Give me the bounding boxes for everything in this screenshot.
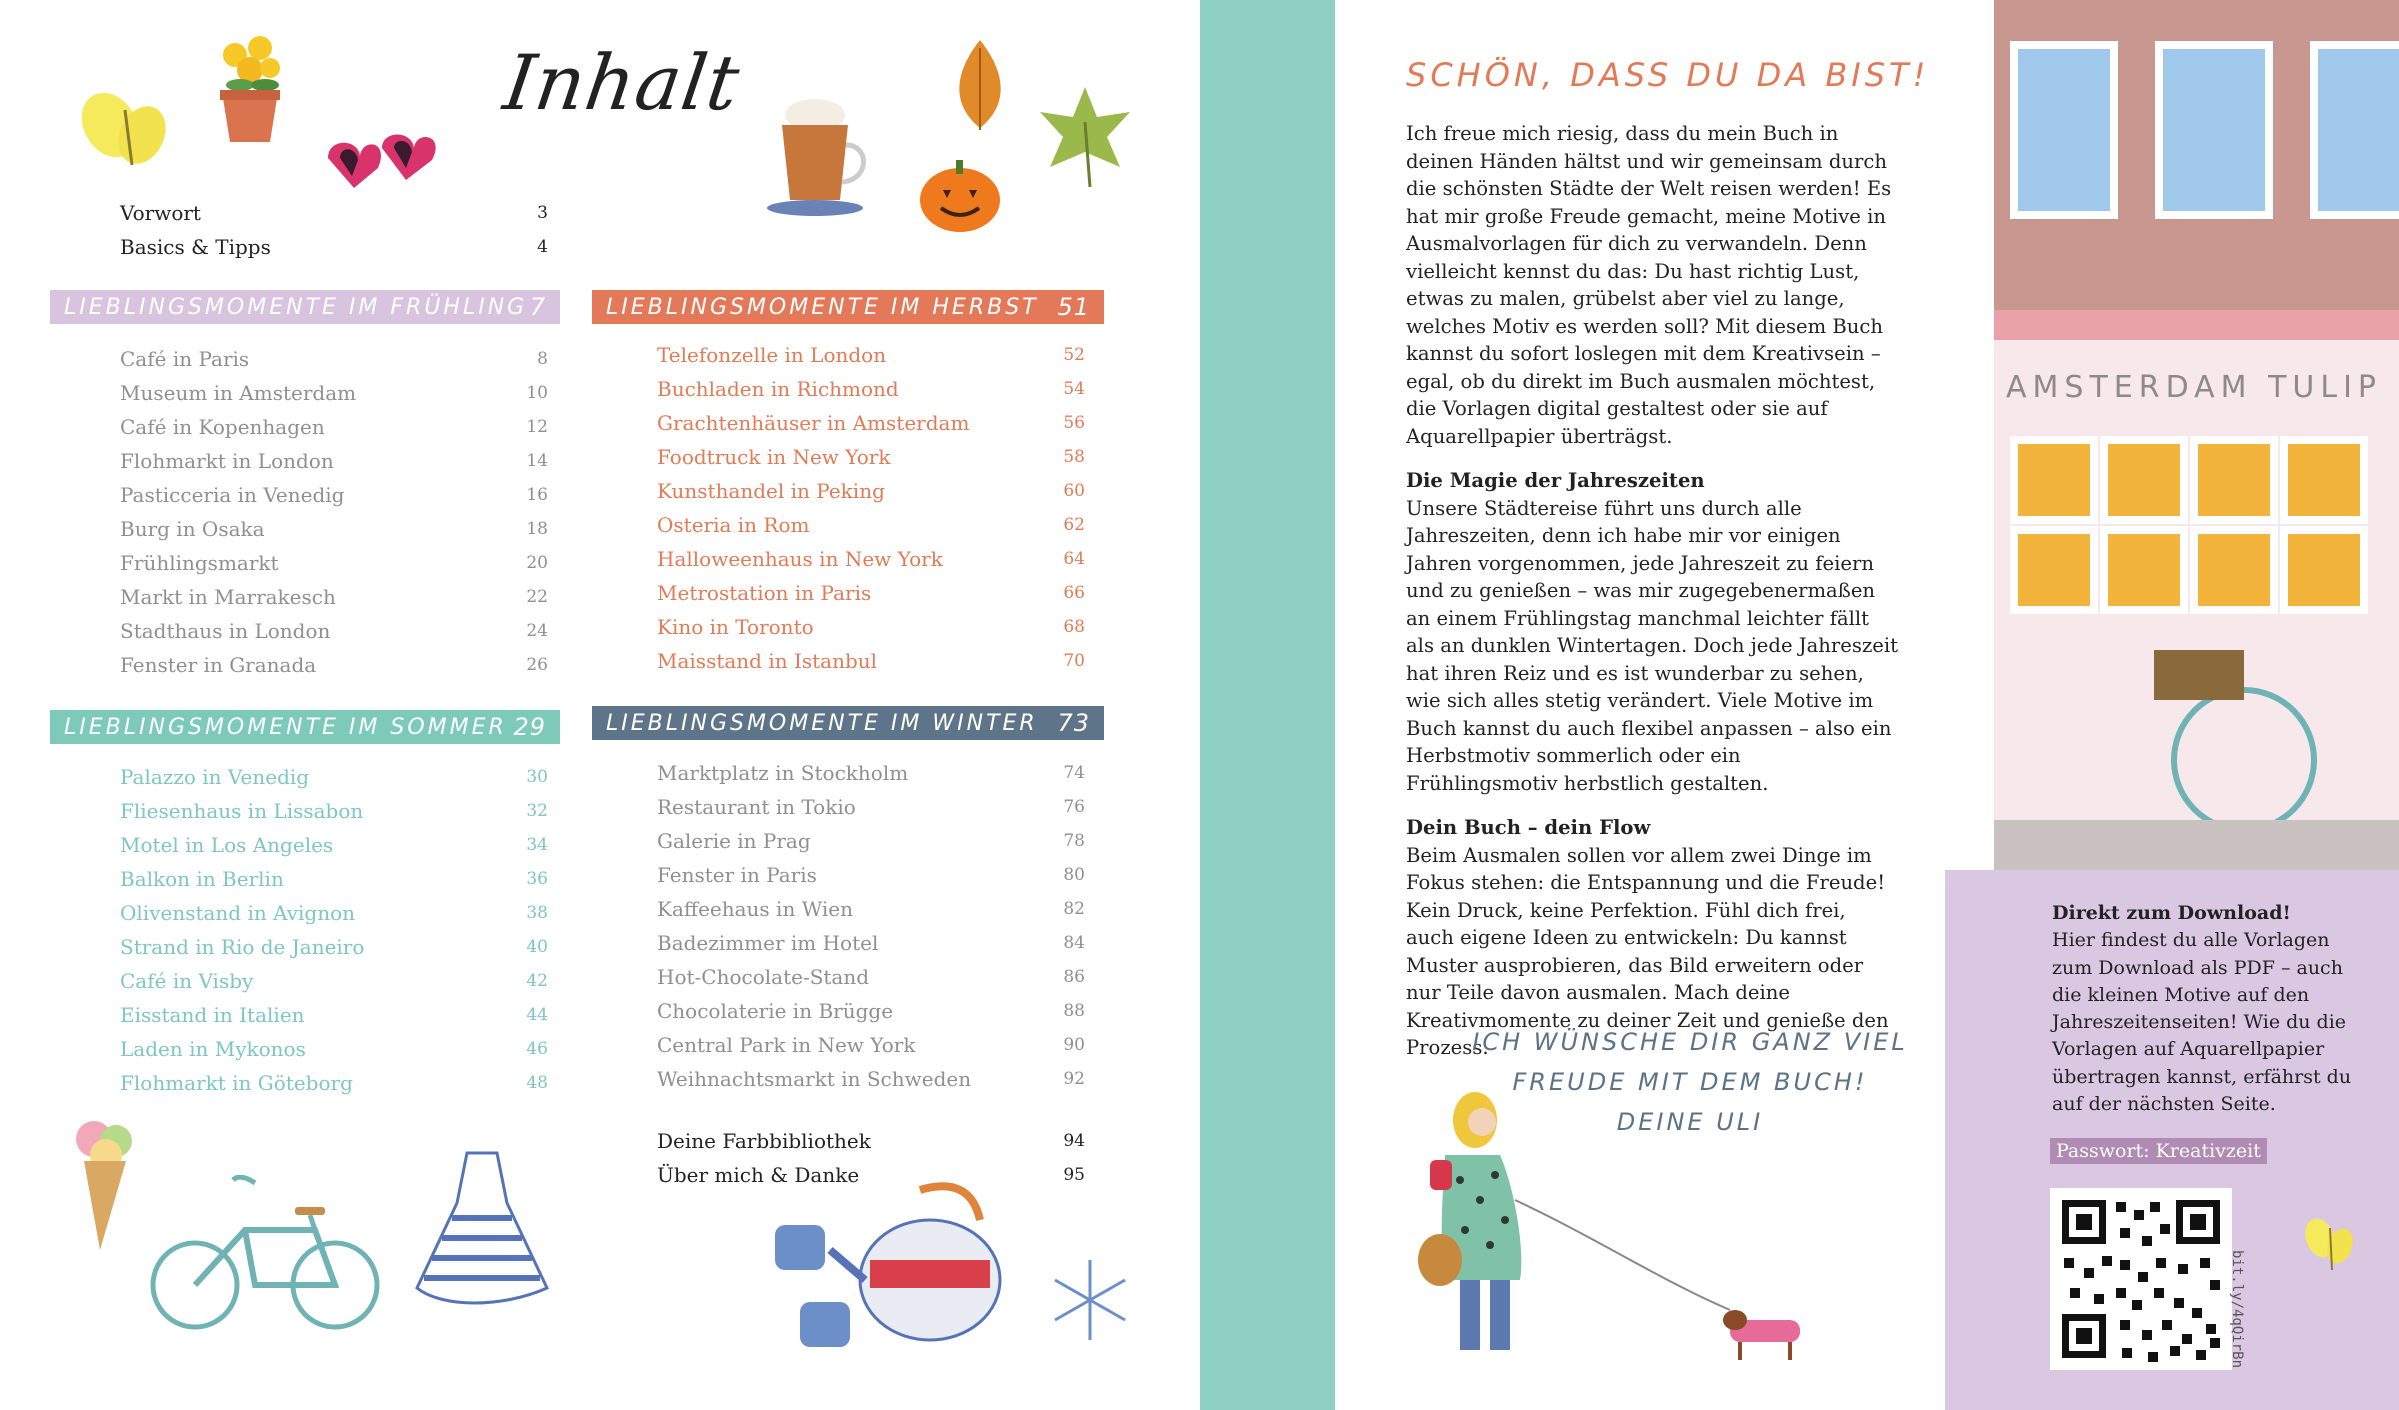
pumpkin-spice-latte-illustration	[760, 90, 880, 220]
section-heading-label: LIEBLINGSMOMENTE IM WINTER	[606, 710, 1038, 736]
toc-entry-label: Museum in Amsterdam	[120, 381, 357, 405]
toc-title: Inhalt	[498, 38, 746, 127]
toc-entry[interactable]	[120, 930, 548, 964]
toc-entry-label: Pasticceria in Venedig	[120, 483, 345, 507]
toc-entry[interactable]	[120, 230, 548, 264]
toc-entry-page: 80	[1063, 865, 1085, 885]
bicycle-illustration	[145, 1175, 385, 1335]
maple-leaf-illustration	[1035, 82, 1135, 192]
flower-pot-illustration	[210, 30, 290, 150]
welcome-paragraph: Ich freue mich riesig, dass du mein Buch in deinen Händen hältst und wir gemeinsam durch die schönsten Städte der Welt reisen werden! Es hat mir große Freude gemacht, meine Motive in Ausmalvorlagen für dich zu verwandeln. Denn vielleicht kennst du das: Du hast richtig Lust, etwas zu malen, grübelst aber viel zu lange, welches Motiv es werden soll? Mit diesem Buch kannst du sofort loslegen mit dem Kreativsein – egal, ob du direkt im Buch ausmalen möchtest, die Vorlagen digital gestaltest oder sie auf Aquarellpapier überträgst.	[1406, 122, 1892, 448]
toc-entry[interactable]	[657, 824, 1085, 858]
toc-entry-label: Strand in Rio de Janeiro	[120, 935, 365, 959]
toc-entry-page: 3	[537, 203, 548, 223]
download-description: Hier findest du alle Vorlagen zum Download als PDF – auch die kleinen Motive auf den Jahreszeitenseiten! Wie du die Vorlagen auf Aquarellpapier übertragen kannst, erfährst du auf der nächsten Seite.	[2052, 929, 2352, 1116]
toc-entry-label: Flohmarkt in Göteborg	[120, 1071, 353, 1095]
download-text	[2052, 900, 2352, 1118]
toc-entry[interactable]	[120, 998, 548, 1032]
toc-entry-page: 8	[537, 349, 548, 369]
section-heading-spring	[50, 290, 560, 324]
wish-line: ICH WÜNSCHE DIR GANZ VIEL	[1472, 1028, 1908, 1056]
section-heading-label: LIEBLINGSMOMENTE IM SOMMER	[64, 714, 507, 740]
section-heading-page: 29	[513, 713, 546, 741]
toc-entry-label: Hot-Chocolate-Stand	[657, 965, 870, 989]
toc-entry[interactable]	[120, 410, 548, 444]
toc-entry-label: Foodtruck in New York	[657, 445, 891, 469]
toc-entry[interactable]	[657, 644, 1085, 678]
toc-entry-label: Palazzo in Venedig	[120, 765, 310, 789]
shop-front-illustration	[1994, 0, 2399, 880]
download-url[interactable]: bit.ly/4qQirBn	[2229, 1250, 2245, 1369]
section-heading-autumn	[592, 290, 1104, 324]
wish-signature: DEINE ULI	[1616, 1108, 1764, 1136]
ice-cream-illustration	[70, 1115, 140, 1255]
toc-entry-label: Kino in Toronto	[657, 615, 814, 639]
welcome-text	[1406, 120, 1898, 1079]
toc-list-autumn	[657, 338, 1085, 678]
toc-entry[interactable]	[120, 794, 548, 828]
toc-entry-page: 48	[526, 1073, 548, 1093]
toc-entry[interactable]	[657, 508, 1085, 542]
toc-entry-label: Vorwort	[120, 201, 201, 225]
toc-entry-label: Grachtenhäuser in Amsterdam	[657, 411, 970, 435]
pumpkin-illustration	[915, 150, 1005, 235]
toc-entry-page: 54	[1063, 379, 1085, 399]
flow-paragraph: Beim Ausmalen sollen vor allem zwei Dinge im Fokus stehen: die Entspannung und die Freude! Kein Druck, keine Perfektion. Fühl dich frei, auch eigene Ideen zu entwickeln: Du kannst Muster ausprobieren, das Bild erweitern oder nur Teile davon ausmalen. Mach deine Kreativmomente zu deiner Zeit und genieße den Prozess.	[1406, 843, 1889, 1059]
toc-entry-page: 56	[1063, 413, 1085, 433]
toc-entry-label: Kaffeehaus in Wien	[657, 897, 854, 921]
toc-entry-page: 52	[1063, 345, 1085, 365]
toc-list-winter	[657, 756, 1085, 1096]
subheading-seasons: Die Magie der Jahreszeiten	[1406, 469, 1705, 492]
toc-entry[interactable]	[120, 1032, 548, 1066]
toc-entry[interactable]	[120, 614, 548, 648]
welcome-heading: SCHÖN, DASS DU DA BIST!	[1406, 56, 1930, 94]
toc-entry-label: Weihnachtsmarkt in Schweden	[657, 1067, 972, 1091]
toc-entry-page: 34	[526, 835, 548, 855]
toc-entry[interactable]	[120, 376, 548, 410]
toc-entry-page: 94	[1063, 1131, 1085, 1151]
toc-entry-page: 22	[526, 587, 548, 607]
toc-list-spring	[120, 342, 548, 682]
toc-entry-page: 12	[526, 417, 548, 437]
snowflake-icon	[1045, 1255, 1135, 1345]
toc-entry-page: 68	[1063, 617, 1085, 637]
toc-entry-page: 86	[1063, 967, 1085, 987]
toc-entry-label: Marktplatz in Stockholm	[657, 761, 909, 785]
toc-entry[interactable]	[120, 342, 548, 376]
toc-entry[interactable]	[120, 580, 548, 614]
toc-entry[interactable]	[120, 546, 548, 580]
toc-entry-page: 66	[1063, 583, 1085, 603]
toc-entry-label: Fenster in Paris	[657, 863, 817, 887]
toc-entry-page: 95	[1063, 1165, 1085, 1185]
toc-entry-label: Markt in Marrakesch	[120, 585, 336, 609]
toc-entry[interactable]	[657, 338, 1085, 372]
wish-line: FREUDE MIT DEM BUCH!	[1512, 1068, 1868, 1096]
page-gutter-band	[1200, 0, 1335, 1410]
toc-entry-page: 20	[526, 553, 548, 573]
toc-entry-label: Fenster in Granada	[120, 653, 317, 677]
toc-entry[interactable]	[657, 756, 1085, 790]
toc-entry-page: 14	[526, 451, 548, 471]
toc-entry-page: 76	[1063, 797, 1085, 817]
toc-entry-label: Café in Visby	[120, 969, 254, 993]
toc-entry[interactable]	[657, 960, 1085, 994]
toc-entry[interactable]	[120, 478, 548, 512]
toc-entry-label: Motel in Los Angeles	[120, 833, 334, 857]
toc-entry-label: Laden in Mykonos	[120, 1037, 306, 1061]
toc-entry-page: 62	[1063, 515, 1085, 535]
toc-entry[interactable]	[120, 196, 548, 230]
shop-sign-text: AMSTERDAM TULIP	[2006, 370, 2383, 405]
toc-entry[interactable]	[120, 828, 548, 862]
toc-entry-label: Basics & Tipps	[120, 235, 271, 259]
toc-entry-label: Central Park in New York	[657, 1033, 916, 1057]
woman-walking-dog-illustration	[1400, 1080, 1820, 1380]
toc-entry[interactable]	[657, 610, 1085, 644]
toc-entry-page: 36	[526, 869, 548, 889]
toc-entry[interactable]	[657, 858, 1085, 892]
toc-entry-page: 4	[537, 237, 548, 257]
toc-entry-page: 90	[1063, 1035, 1085, 1055]
toc-entry-label: Deine Farbbibliothek	[657, 1129, 871, 1153]
toc-entry-page: 46	[526, 1039, 548, 1059]
seasons-paragraph: Unsere Städtereise führt uns durch alle Jahreszeiten, denn ich habe mir vor einigen Jahren vorgenommen, jede Jahreszeit zu feiern und zu genießen – was mir zugegebenermaßen an einem Frühlingstag manchmal leichter fällt als an dunklen Wintertagen. Doch jede Jahreszeit hat ihren Reiz und es ist wunderbar zu sehen, wie sich alles stetig verändert. Viele Motive im Buch kannst du auch flexibel anpassen – also ein Herbstmotiv sommerlich oder ein Frühlingsmotiv herbstlich gestalten.	[1406, 496, 1899, 795]
toc-entry-page: 60	[1063, 481, 1085, 501]
teapot-and-cups-illustration	[770, 1180, 1010, 1360]
toc-entry[interactable]	[120, 760, 548, 794]
butterfly-illustration	[2300, 1210, 2360, 1280]
toc-entry-label: Café in Kopenhagen	[120, 415, 325, 439]
toc-entry[interactable]	[657, 576, 1085, 610]
toc-entry-page: 92	[1063, 1069, 1085, 1089]
toc-entry-page: 40	[526, 937, 548, 957]
toc-entry[interactable]	[120, 512, 548, 546]
toc-entry[interactable]	[657, 1028, 1085, 1062]
toc-entry[interactable]	[120, 896, 548, 930]
toc-entry-label: Chocolaterie in Brügge	[657, 999, 894, 1023]
toc-entry-label: Olivenstand in Avignon	[120, 901, 356, 925]
section-heading-page: 73	[1057, 709, 1090, 737]
download-heading: Direkt zum Download!	[2052, 902, 2291, 924]
toc-entry[interactable]	[657, 892, 1085, 926]
toc-entry-page: 58	[1063, 447, 1085, 467]
password-badge: Passwort: Kreativzeit	[2050, 1138, 2267, 1164]
toc-entry[interactable]	[657, 994, 1085, 1028]
toc-entry[interactable]	[657, 1124, 1085, 1158]
butterfly-illustration	[70, 80, 180, 180]
toc-intro-list	[120, 196, 548, 264]
toc-entry-page: 30	[526, 767, 548, 787]
toc-entry[interactable]	[657, 474, 1085, 508]
subheading-flow: Dein Buch – dein Flow	[1406, 816, 1651, 839]
toc-entry-label: Metrostation in Paris	[657, 581, 872, 605]
toc-entry-label: Telefonzelle in London	[657, 343, 887, 367]
toc-entry-label: Osteria in Rom	[657, 513, 810, 537]
section-heading-summer	[50, 710, 560, 744]
toc-entry-label: Café in Paris	[120, 347, 250, 371]
toc-entry[interactable]	[657, 926, 1085, 960]
toc-entry-label: Fliesenhaus in Lissabon	[120, 799, 364, 823]
section-heading-label: LIEBLINGSMOMENTE IM HERBST	[606, 294, 1039, 320]
qr-code-icon[interactable]	[2050, 1188, 2232, 1370]
toc-entry-label: Buchladen in Richmond	[657, 377, 899, 401]
toc-entry-page: 18	[526, 519, 548, 539]
section-heading-label: LIEBLINGSMOMENTE IM FRÜHLING	[64, 294, 528, 320]
toc-entry-label: Über mich & Danke	[657, 1163, 860, 1187]
toc-entry[interactable]	[120, 862, 548, 896]
toc-entry-page: 24	[526, 621, 548, 641]
toc-entry-page: 88	[1063, 1001, 1085, 1021]
section-heading-page: 51	[1057, 293, 1090, 321]
toc-entry[interactable]	[657, 542, 1085, 576]
toc-entry-page: 32	[526, 801, 548, 821]
toc-entry[interactable]	[657, 1062, 1085, 1096]
toc-entry[interactable]	[657, 372, 1085, 406]
heart-sunglasses-illustration	[318, 128, 453, 198]
toc-entry-label: Kunsthandel in Peking	[657, 479, 885, 503]
toc-list-summer	[120, 760, 548, 1100]
toc-entry-label: Stadthaus in London	[120, 619, 331, 643]
toc-entry-label: Restaurant in Tokio	[657, 795, 856, 819]
toc-entry-page: 74	[1063, 763, 1085, 783]
toc-entry-label: Badezimmer im Hotel	[657, 931, 879, 955]
autumn-leaf-illustration	[950, 38, 1010, 133]
section-heading-page: 7	[529, 293, 546, 321]
toc-entry-label: Halloweenhaus in New York	[657, 547, 943, 571]
toc-entry[interactable]	[120, 964, 548, 998]
toc-entry-page: 78	[1063, 831, 1085, 851]
striped-dress-illustration	[412, 1148, 552, 1308]
toc-entry-page: 38	[526, 903, 548, 923]
toc-entry[interactable]	[120, 648, 548, 682]
toc-entry-label: Balkon in Berlin	[120, 867, 284, 891]
toc-entry-page: 10	[526, 383, 548, 403]
toc-entry-label: Burg in Osaka	[120, 517, 265, 541]
toc-entry-label: Flohmarkt in London	[120, 449, 334, 473]
toc-entry-page: 26	[526, 655, 548, 675]
toc-entry-page: 16	[526, 485, 548, 505]
toc-entry-page: 84	[1063, 933, 1085, 953]
toc-entry-label: Galerie in Prag	[657, 829, 811, 853]
toc-entry-page: 42	[526, 971, 548, 991]
toc-entry[interactable]	[657, 440, 1085, 474]
section-heading-winter	[592, 706, 1104, 740]
toc-entry[interactable]	[657, 406, 1085, 440]
toc-entry-page: 82	[1063, 899, 1085, 919]
toc-entry-page: 44	[526, 1005, 548, 1025]
toc-entry[interactable]	[657, 790, 1085, 824]
toc-entry-label: Eisstand in Italien	[120, 1003, 305, 1027]
toc-entry[interactable]	[120, 444, 548, 478]
toc-entry-label: Frühlingsmarkt	[120, 551, 279, 575]
toc-entry-page: 70	[1063, 651, 1085, 671]
toc-entry-page: 64	[1063, 549, 1085, 569]
toc-entry[interactable]	[120, 1066, 548, 1100]
toc-entry-label: Maisstand in Istanbul	[657, 649, 878, 673]
